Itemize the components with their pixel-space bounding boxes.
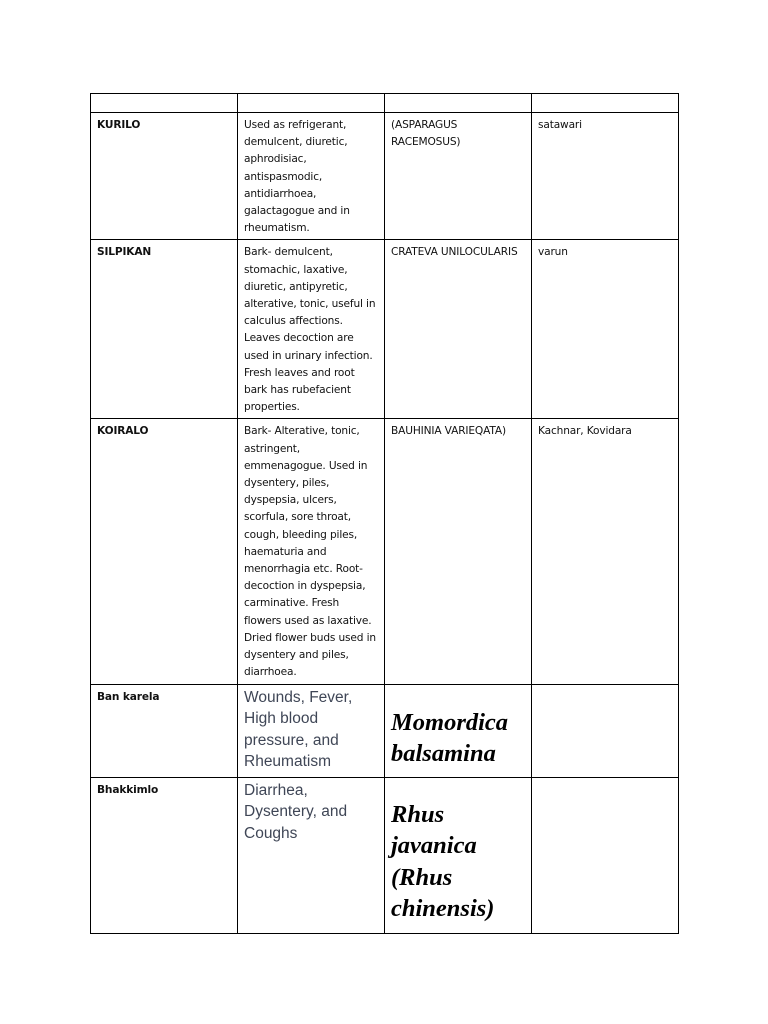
local-name-cell (532, 684, 679, 777)
table-cell (385, 94, 532, 113)
scientific-name-cell: (ASPARAGUS RACEMOSUS) (385, 113, 532, 240)
plant-name-cell: KOIRALO (91, 419, 238, 684)
uses-cell: Diarrhea, Dysentery, and Coughs (238, 777, 385, 933)
plant-name-cell: KURILO (91, 113, 238, 240)
uses-cell: Used as refrigerant, demulcent, diuretic, aphrodisiac, antispasmodic, antidiarrhoea, galactagogue and in rheumatism. (238, 113, 385, 240)
scientific-name-cell: CRATEVA UNILOCULARIS (385, 240, 532, 419)
scientific-name-cell: Momordica balsamina (385, 684, 532, 777)
plant-name-cell: Bhakkimlo (91, 777, 238, 933)
local-name-cell (532, 777, 679, 933)
uses-cell: Wounds, Fever, High blood pressure, and Rheumatism (238, 684, 385, 777)
local-name-cell: varun (532, 240, 679, 419)
table-header-row (91, 94, 679, 113)
table-row (91, 113, 679, 240)
scientific-name-cell: BAUHINIA VARIEQATA) (385, 419, 532, 684)
table-row (91, 419, 679, 684)
herb-table (90, 93, 679, 934)
plant-name-cell: Ban karela (91, 684, 238, 777)
table-cell (238, 94, 385, 113)
local-name-cell: Kachnar, Kovidara (532, 419, 679, 684)
table-cell (532, 94, 679, 113)
table-cell (91, 94, 238, 113)
uses-cell: Bark- demulcent, stomachic, laxative, diuretic, antipyretic, alterative, tonic, useful in calculus affections. Leaves decoction are used in urinary infection. Fresh leaves and root bark has rubefacient properties. (238, 240, 385, 419)
table-row (91, 240, 679, 419)
uses-cell: Bark- Alterative, tonic, astringent, emmenagogue. Used in dysentery, piles, dyspepsia, ulcers, scorfula, sore throat, cough, bleeding piles, haematuria and menorrhagia etc. Root-decoction in dyspepsia, carminative. Fresh flowers used as laxative. Dried flower buds used in dysentery and piles, diarrhoea. (238, 419, 385, 684)
plant-name-cell: SILPIKAN (91, 240, 238, 419)
table-row (91, 684, 679, 777)
table-row (91, 777, 679, 933)
local-name-cell: satawari (532, 113, 679, 240)
scientific-name-cell: Rhus javanica (Rhus chinensis) (385, 777, 532, 933)
